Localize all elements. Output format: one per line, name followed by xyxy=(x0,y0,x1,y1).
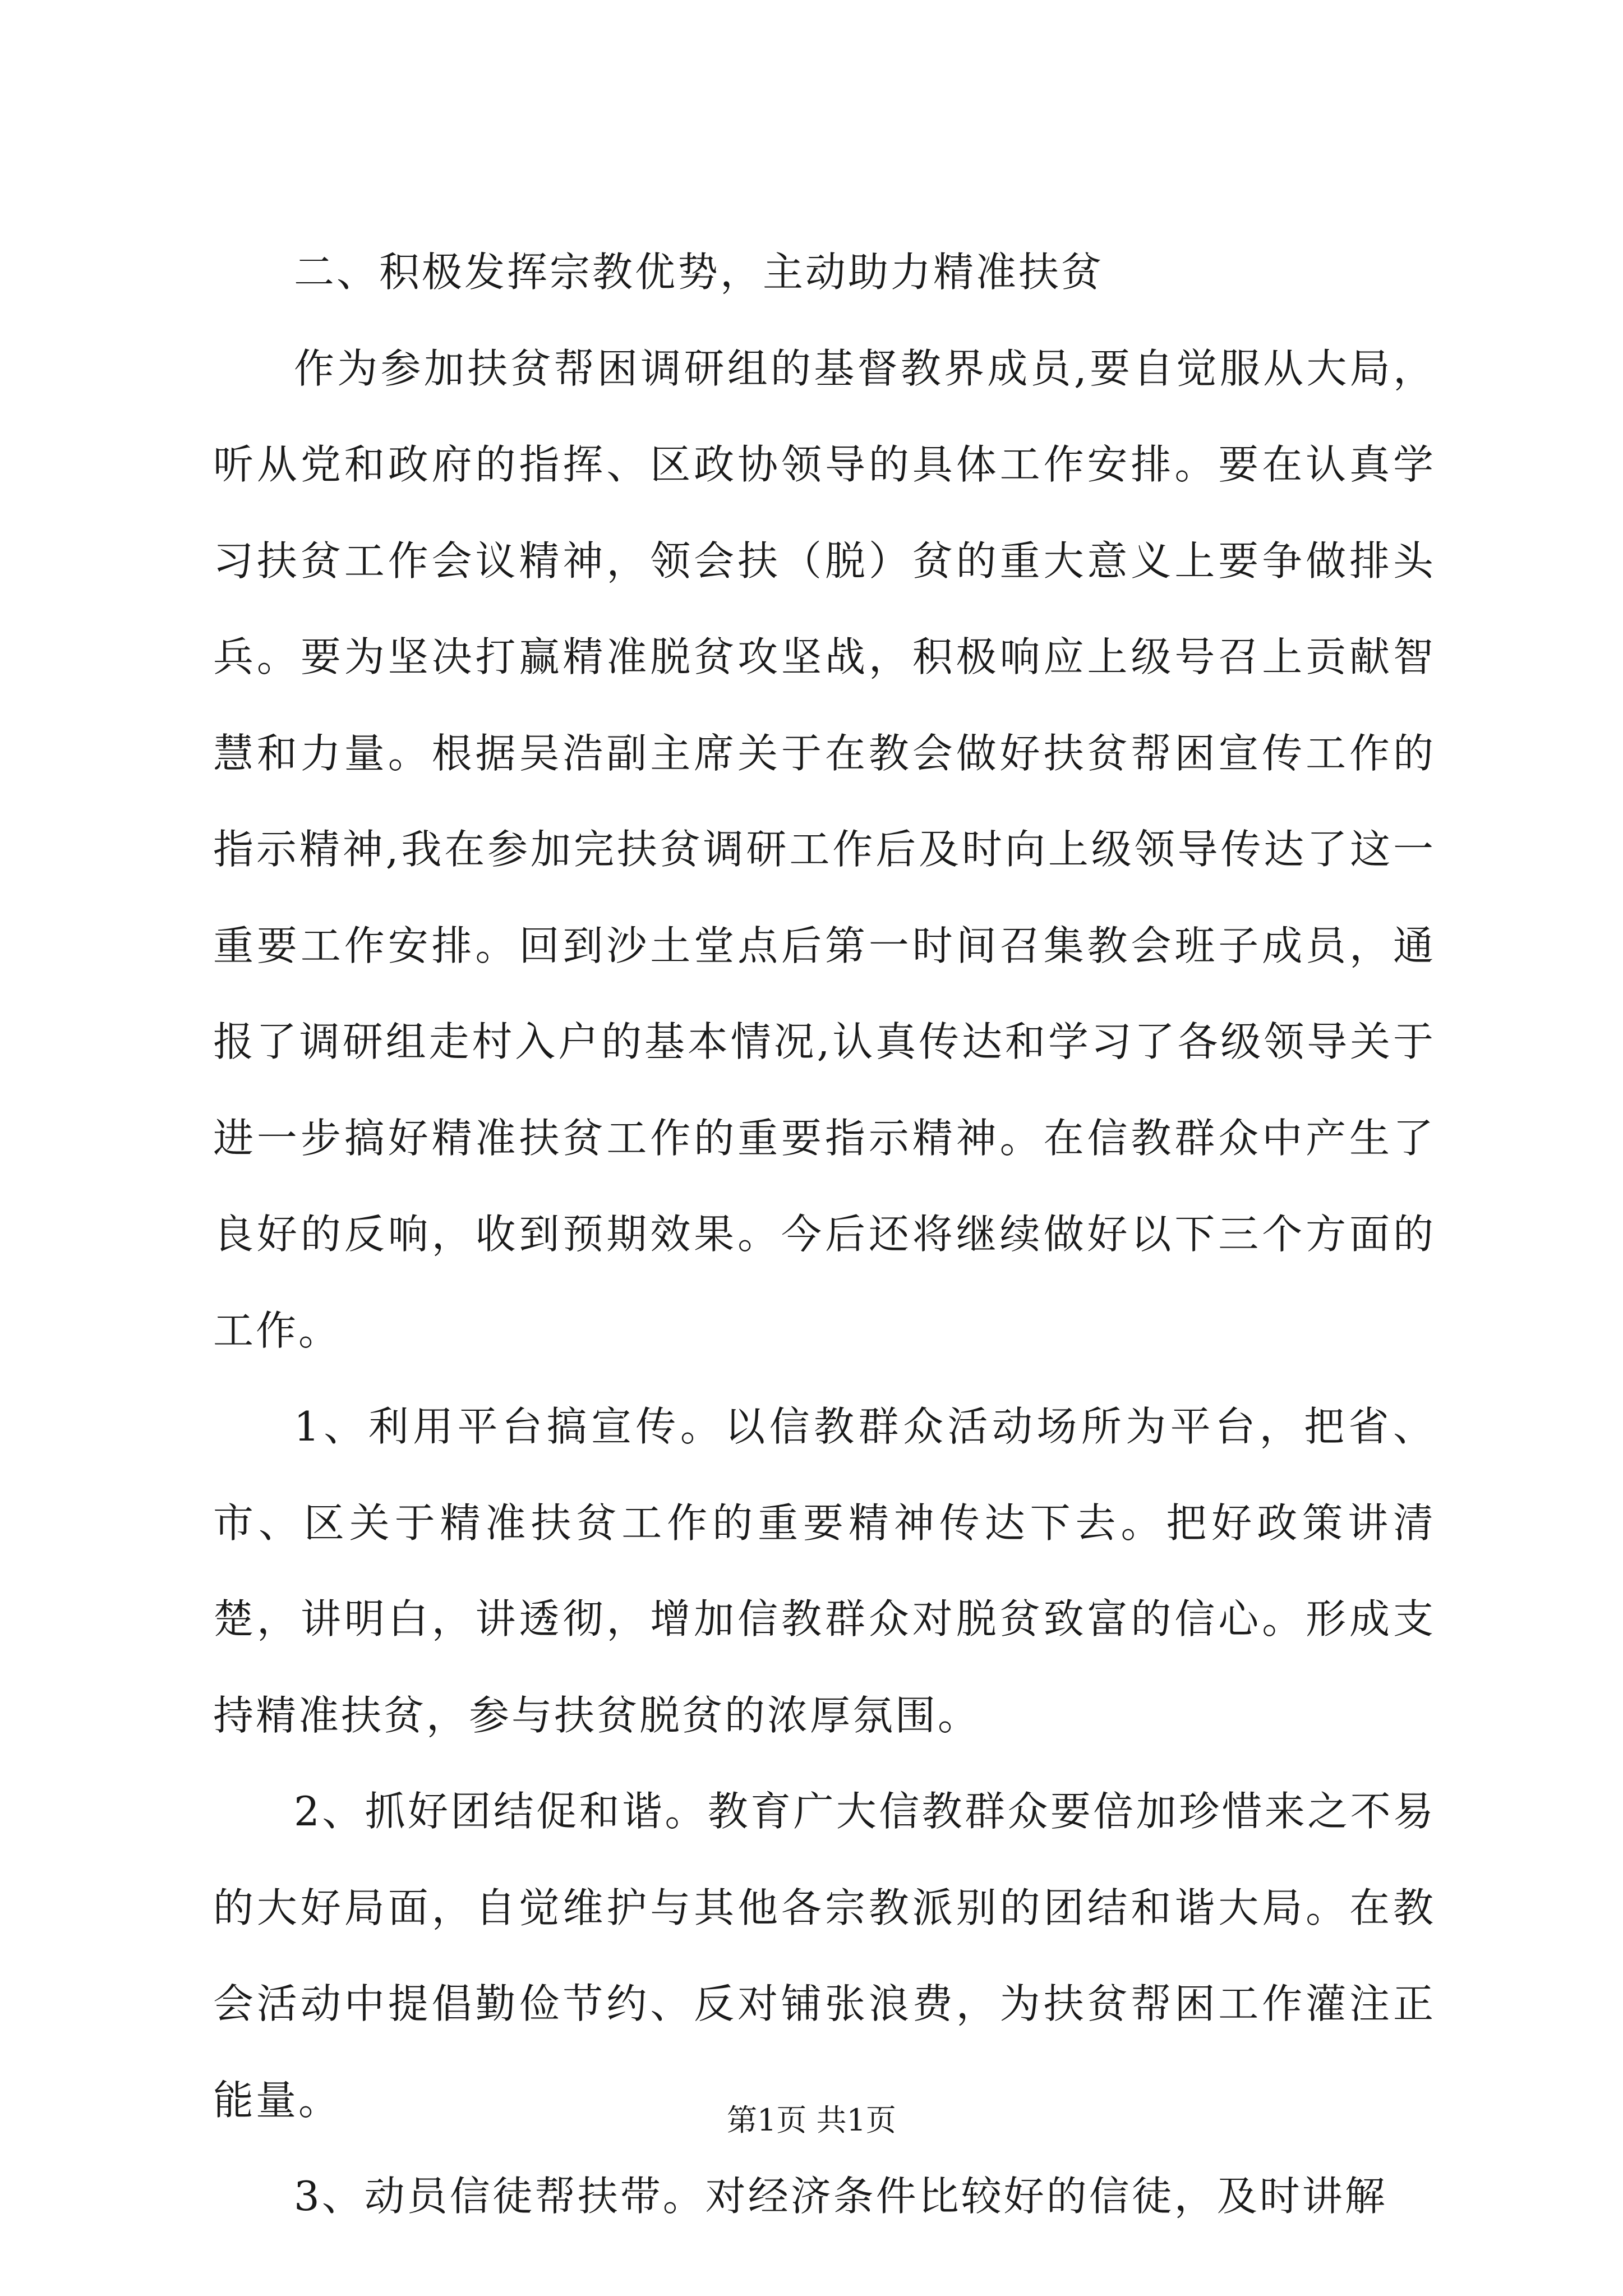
document-body xyxy=(213,224,1436,2245)
section-heading: 二、积极发挥宗教优势，主动助力精准扶贫 xyxy=(294,249,1104,296)
paragraph-intro: 作为参加扶贫帮困调研组的基督教界成员,要自觉服从大局，听从党和政府的指挥、区政协领导的具体工作安排。要在认真学习扶贫工作会议精神，领会扶（脱）贫的重大意义上要争做排头兵。要为坚决打赢精准脱贫攻坚战，积极响应上级号召上贡献智慧和力量。根据吴浩副主席关于在教会做好扶贫帮困宣传工作的指示精神,我在参加完扶贫调研工作后及时向上级领导传达了这一重要工作安排。回到沙土堂点后第一时间召集教会班子成员，通报了调研组走村入户的基本情况,认真传达和学习了各级领导关于进一步搞好精准扶贫工作的重要指示精神。在信教群众中产生了良好的反响，收到预期效果。今后还将继续做好以下三个方面的工作。 xyxy=(213,344,1436,1354)
paragraph-item-2: 2、抓好团结促和谐。教育广大信教群众要倍加珍惜来之不易的大好局面，自觉维护与其他各宗教派别的团结和谐大局。在教会活动中提倡勤俭节约、反对铺张浪费，为扶贫帮困工作灌注正能量。 xyxy=(213,1788,1436,2124)
paragraph-item-3: 3、动员信徒帮扶带。对经济条件比较好的信徒，及时讲解 xyxy=(294,2173,1387,2220)
paragraph-item-1: 1、利用平台搞宣传。以信教群众活动场所为平台，把省、市、区关于精准扶贫工作的重要精神传达下去。把好政策讲清楚，讲明白，讲透彻，增加信教群众对脱贫致富的信心。形成支持精准扶贫，参与扶贫脱贫的浓厚氛围。 xyxy=(213,1403,1436,1739)
page-footer: 第1页 共1页 xyxy=(727,2102,896,2138)
